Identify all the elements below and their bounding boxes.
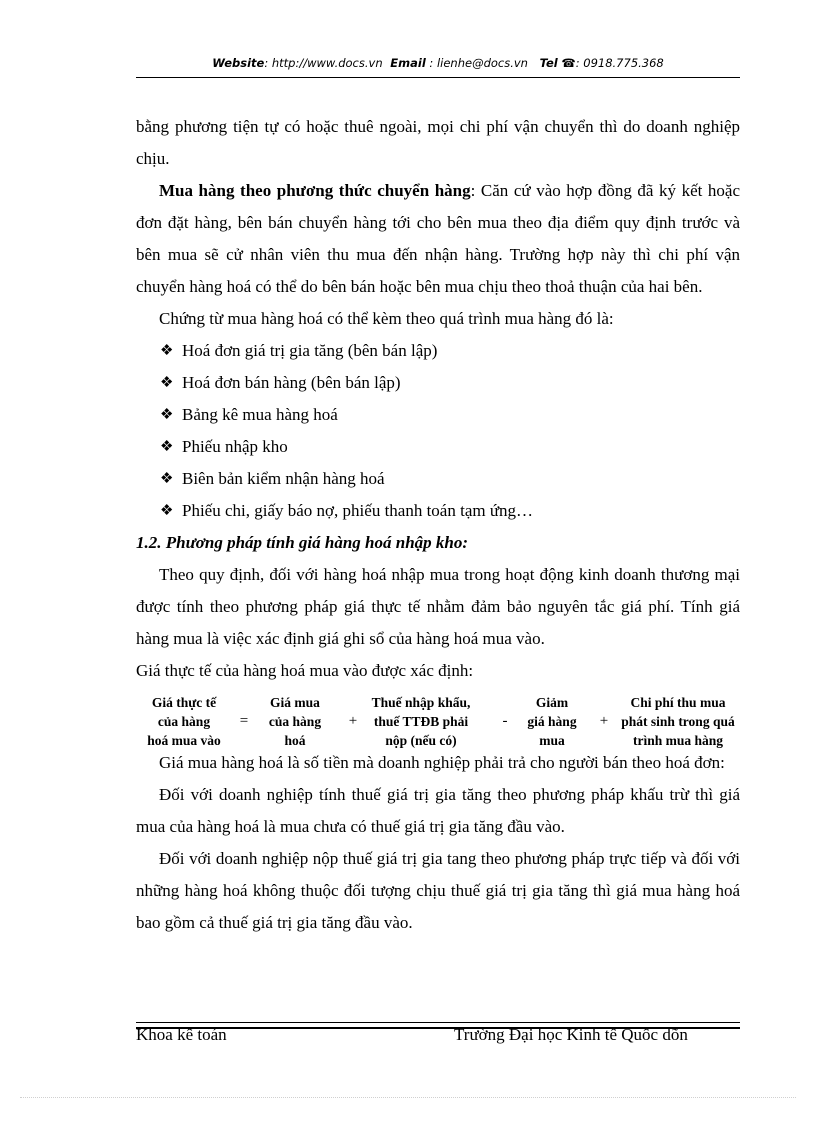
list-item-text: Phiếu nhập kho [182,437,288,456]
document-body [136,111,740,939]
list-item [136,431,740,463]
footer-right: Trường Đại học Kinh tế Quốc dõn [454,1025,688,1044]
formula-plus: + [599,713,609,729]
formula-line: hoá mua vào [147,733,221,748]
price-formula [136,687,740,747]
page-edge-divider [20,1097,796,1098]
formula-line: Thuế nhập khẩu, [371,695,471,710]
formula-line: giá hàng [527,714,577,729]
paragraph-6: Giá mua hàng hoá là số tiền mà doanh nghiệp phải trả cho người bán theo hoá đơn: [159,753,725,772]
paragraph-5: Giá thực tế của hàng hoá mua vào được xác định: [136,661,474,680]
formula-line: phát sinh trong quá [621,714,735,729]
bullet-icon: ❖ [160,343,174,359]
formula-term-discount [517,693,587,750]
list-item [136,367,740,399]
formula-term-actual-price [136,693,232,750]
paragraph-3: Chứng từ mua hàng hoá có thể kèm theo quá trình mua hàng đó là: [159,309,614,328]
list-item [136,335,740,367]
website-label: Website [212,56,265,70]
list-item-text: Hoá đơn bán hàng (bên bán lập) [182,373,401,392]
section-heading: 1.2. Phương pháp tính giá hàng hoá nhập kho: [136,533,469,552]
bullet-icon: ❖ [160,407,174,423]
formula-line: Chi phí thu mua [630,695,726,710]
paragraph-2-lead: Mua hàng theo phương thức chuyển hàng [159,181,471,200]
bullet-icon: ❖ [160,471,174,487]
website-value: : http://www.docs.vn [264,56,383,70]
formula-term-purchase-price [260,693,330,750]
bullet-icon: ❖ [160,439,174,455]
formula-line: hoá [284,733,306,748]
paragraph-2-text: : Căn cứ vào hợp đồng đã ký kết hoặc đơn đặt hàng, bên bán chuyển hàng tới cho bên mua theo địa điểm quy định trước và bên mua sẽ cử nhân viên thu mua đến nhận hàng. Trường hợp này thì chi phí vận chuyển hàng hoá có thể do bên bán hoặc bên mua chịu theo thoả thuận của hai bên. [136,181,740,296]
page-header [136,56,740,70]
formula-line: nộp (nếu có) [385,733,457,748]
list-item-text: Hoá đơn giá trị gia tăng (bên bán lập) [182,341,438,360]
formula-line: Giá mua [270,695,320,710]
paragraph-7: Đối với doanh nghiệp tính thuế giá trị gia tăng theo phương pháp khấu trừ thì giá mua của hàng hoá là mua chưa có thuế giá trị gia tăng đầu vào. [136,785,740,836]
email-value: : lienhe@docs.vn [429,56,528,70]
header-rule [136,77,740,78]
paragraph-4: Theo quy định, đối với hàng hoá nhập mua trong hoạt động kinh doanh thương mại được tính theo phương pháp giá thực tế nhằm đảm bảo nguyên tắc giá phí. Tính giá hàng mua là việc xác định giá ghi sổ của hàng hoá mua vào. [136,565,740,648]
formula-equals: = [239,713,249,729]
formula-line: của hàng [157,714,211,729]
formula-line: của hàng [268,714,322,729]
formula-minus: - [502,713,508,729]
formula-plus: + [348,713,358,729]
document-list [136,335,740,527]
formula-term-purchase-costs [616,693,740,750]
tel-value: : 0918.775.368 [575,56,664,70]
formula-line: Giá thực tế [151,695,217,710]
list-item [136,463,740,495]
formula-line: thuế TTĐB phải [373,714,469,729]
footer-left: Khoa kế toán [136,1025,227,1044]
formula-line: trình mua hàng [632,733,724,748]
paragraph-1: bằng phương tiện tự có hoặc thuê ngoài, mọi chi phí vận chuyển thì do doanh nghiệp chịu. [136,117,740,168]
list-item-text: Bảng kê mua hàng hoá [182,405,338,424]
list-item-text: Biên bản kiểm nhận hàng hoá [182,469,385,488]
bullet-icon: ❖ [160,375,174,391]
list-item [136,495,740,527]
formula-term-import-tax [358,693,484,750]
email-label: Email [390,56,426,70]
list-item-text: Phiếu chi, giấy báo nợ, phiếu thanh toán tạm ứng… [182,501,534,520]
phone-icon: ☎ [561,56,576,70]
formula-line: Giảm [535,695,569,710]
formula-line: mua [539,733,565,748]
list-item [136,399,740,431]
paragraph-2 [136,175,740,303]
paragraph-8: Đối với doanh nghiệp nộp thuế giá trị gia tang theo phương pháp trực tiếp và đối với những hàng hoá không thuộc đối tượng chịu thuế giá trị gia tăng thì giá mua hàng hoá bao gồm cả thuế giá trị gia tăng đầu vào. [136,849,740,932]
tel-label: Tel [539,56,558,70]
bullet-icon: ❖ [160,503,174,519]
